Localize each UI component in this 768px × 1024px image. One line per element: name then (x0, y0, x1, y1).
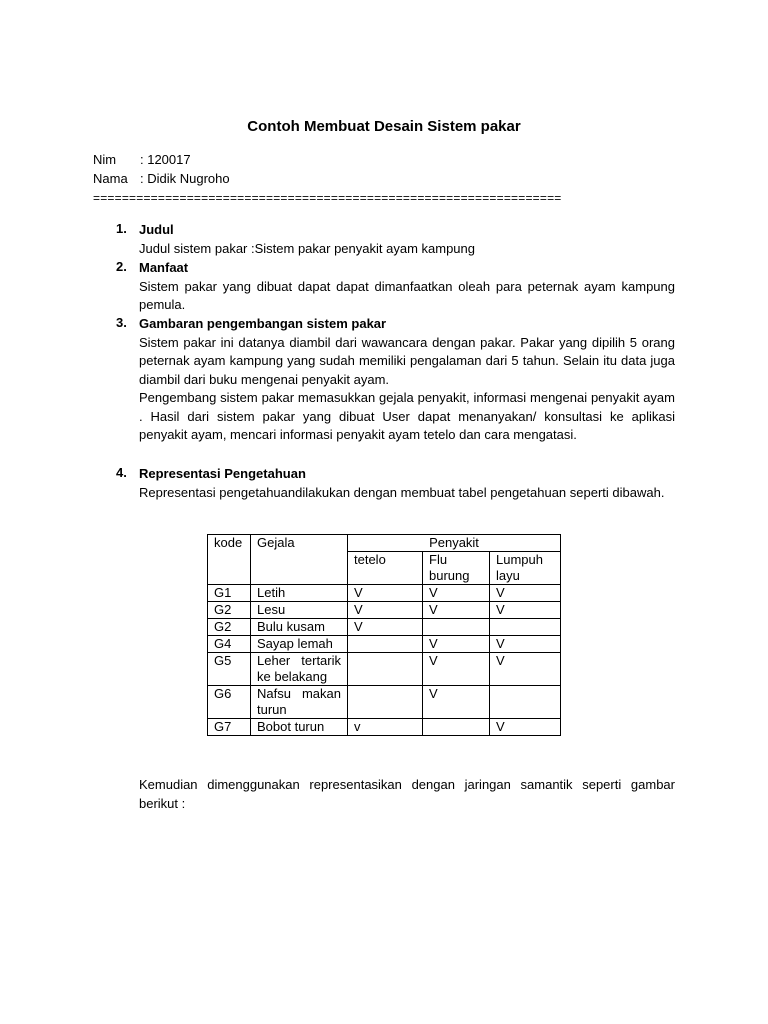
cell-lumpuh-layu: V (490, 719, 561, 736)
section-4-heading: Representasi Pengetahuan (139, 466, 306, 481)
cell-kode: G1 (208, 585, 251, 602)
cell-gejala: Lesu (251, 602, 348, 619)
cell-flu-burung: V (423, 686, 490, 719)
nama-value: : Didik Nugroho (140, 171, 230, 186)
cell-kode: G2 (208, 602, 251, 619)
cell-flu-burung: V (423, 636, 490, 653)
cell-kode: G2 (208, 619, 251, 636)
cell-lumpuh-layu (490, 686, 561, 719)
section-3-heading: Gambaran pengembangan sistem pakar (139, 316, 387, 331)
cell-flu-burung (423, 719, 490, 736)
cell-lumpuh-layu: V (490, 602, 561, 619)
cell-flu-burung: V (423, 602, 490, 619)
nama-row (93, 171, 230, 186)
header-kode: kode (208, 535, 251, 585)
cell-gejala: Nafsu makan turun (251, 686, 348, 719)
cell-lumpuh-layu: V (490, 585, 561, 602)
section-3 (139, 315, 675, 445)
nim-label: Nim (93, 152, 117, 167)
cell-flu-burung: V (423, 653, 490, 686)
table-row (208, 585, 561, 602)
table-row (208, 602, 561, 619)
table-row (208, 619, 561, 636)
table-body (208, 585, 561, 736)
cell-lumpuh-layu (490, 619, 561, 636)
header-lumpuh-layu: Lumpuh layu (490, 552, 561, 585)
knowledge-table (207, 534, 561, 736)
cell-gejala: Leher tertarik ke belakang (251, 653, 348, 686)
cell-tetelo: V (348, 619, 423, 636)
cell-flu-burung (423, 619, 490, 636)
section-2-number: 2. (116, 259, 127, 274)
header-tetelo: tetelo (348, 552, 423, 585)
table-row (208, 653, 561, 686)
section-3-paragraph-2: Pengembang sistem pakar memasukkan gejala penyakit, informasi mengenai penyakit ayam . Hasil dari sistem pakar yang dibuat User dapat menanyakan/ konsultasi ke aplikasi penyakit ayam, mencari informasi penyakit ayam tetelo dan cara mengatasi. (139, 390, 675, 442)
cell-tetelo (348, 686, 423, 719)
section-1-number: 1. (116, 221, 127, 236)
section-2-heading: Manfaat (139, 260, 189, 275)
page-title: Contoh Membuat Desain Sistem pakar (247, 118, 521, 135)
table-header-row (208, 535, 561, 552)
section-2 (139, 259, 675, 315)
header-flu-burung: Flu burung (423, 552, 490, 585)
nim-row (93, 152, 191, 167)
section-2-text: Sistem pakar yang dibuat dapat dapat dimanfaatkan oleah para peternak ayam kampung pemula. (139, 278, 675, 312)
nim-value: : 120017 (140, 152, 191, 167)
section-3-paragraph-1: Sistem pakar ini datanya diambil dari wawancara dengan pakar. Pakar yang dipilih 5 orang peternak ayam kampung yang sudah memiliki pengalaman dari 5 tahun. Selain itu data juga diambil dari buku mengenai penyakit ayam. (139, 334, 675, 387)
table-row (208, 686, 561, 719)
section-4-text: Representasi pengetahuandilakukan dengan membuat tabel pengetahuan seperti dibawah. (139, 484, 665, 500)
section-4 (139, 465, 675, 502)
section-4-number: 4. (116, 465, 127, 480)
cell-tetelo (348, 653, 423, 686)
section-3-number: 3. (116, 315, 127, 330)
section-1-text: Judul sistem pakar :Sistem pakar penyakit ayam kampung (139, 240, 475, 256)
section-1 (139, 221, 675, 258)
section-1-heading: Judul (139, 222, 174, 237)
cell-tetelo: V (348, 585, 423, 602)
cell-gejala: Letih (251, 585, 348, 602)
cell-lumpuh-layu: V (490, 636, 561, 653)
cell-kode: G4 (208, 636, 251, 653)
header-penyakit: Penyakit (348, 535, 561, 552)
table-row (208, 719, 561, 736)
header-gejala: Gejala (251, 535, 348, 585)
cell-tetelo: V (348, 602, 423, 619)
cell-kode: G7 (208, 719, 251, 736)
cell-tetelo: v (348, 719, 423, 736)
table-row (208, 636, 561, 653)
cell-flu-burung: V (423, 585, 490, 602)
cell-kode: G5 (208, 653, 251, 686)
cell-lumpuh-layu: V (490, 653, 561, 686)
cell-gejala: Sayap lemah (251, 636, 348, 653)
cell-tetelo (348, 636, 423, 653)
cell-gejala: Bobot turun (251, 719, 348, 736)
separator-line: ================================================================= (93, 191, 562, 205)
cell-kode: G6 (208, 686, 251, 719)
closing-text: Kemudian dimenggunakan representasikan dengan jaringan samantik seperti gambar berikut : (139, 777, 675, 811)
nama-label: Nama (93, 171, 128, 186)
cell-gejala: Bulu kusam (251, 619, 348, 636)
